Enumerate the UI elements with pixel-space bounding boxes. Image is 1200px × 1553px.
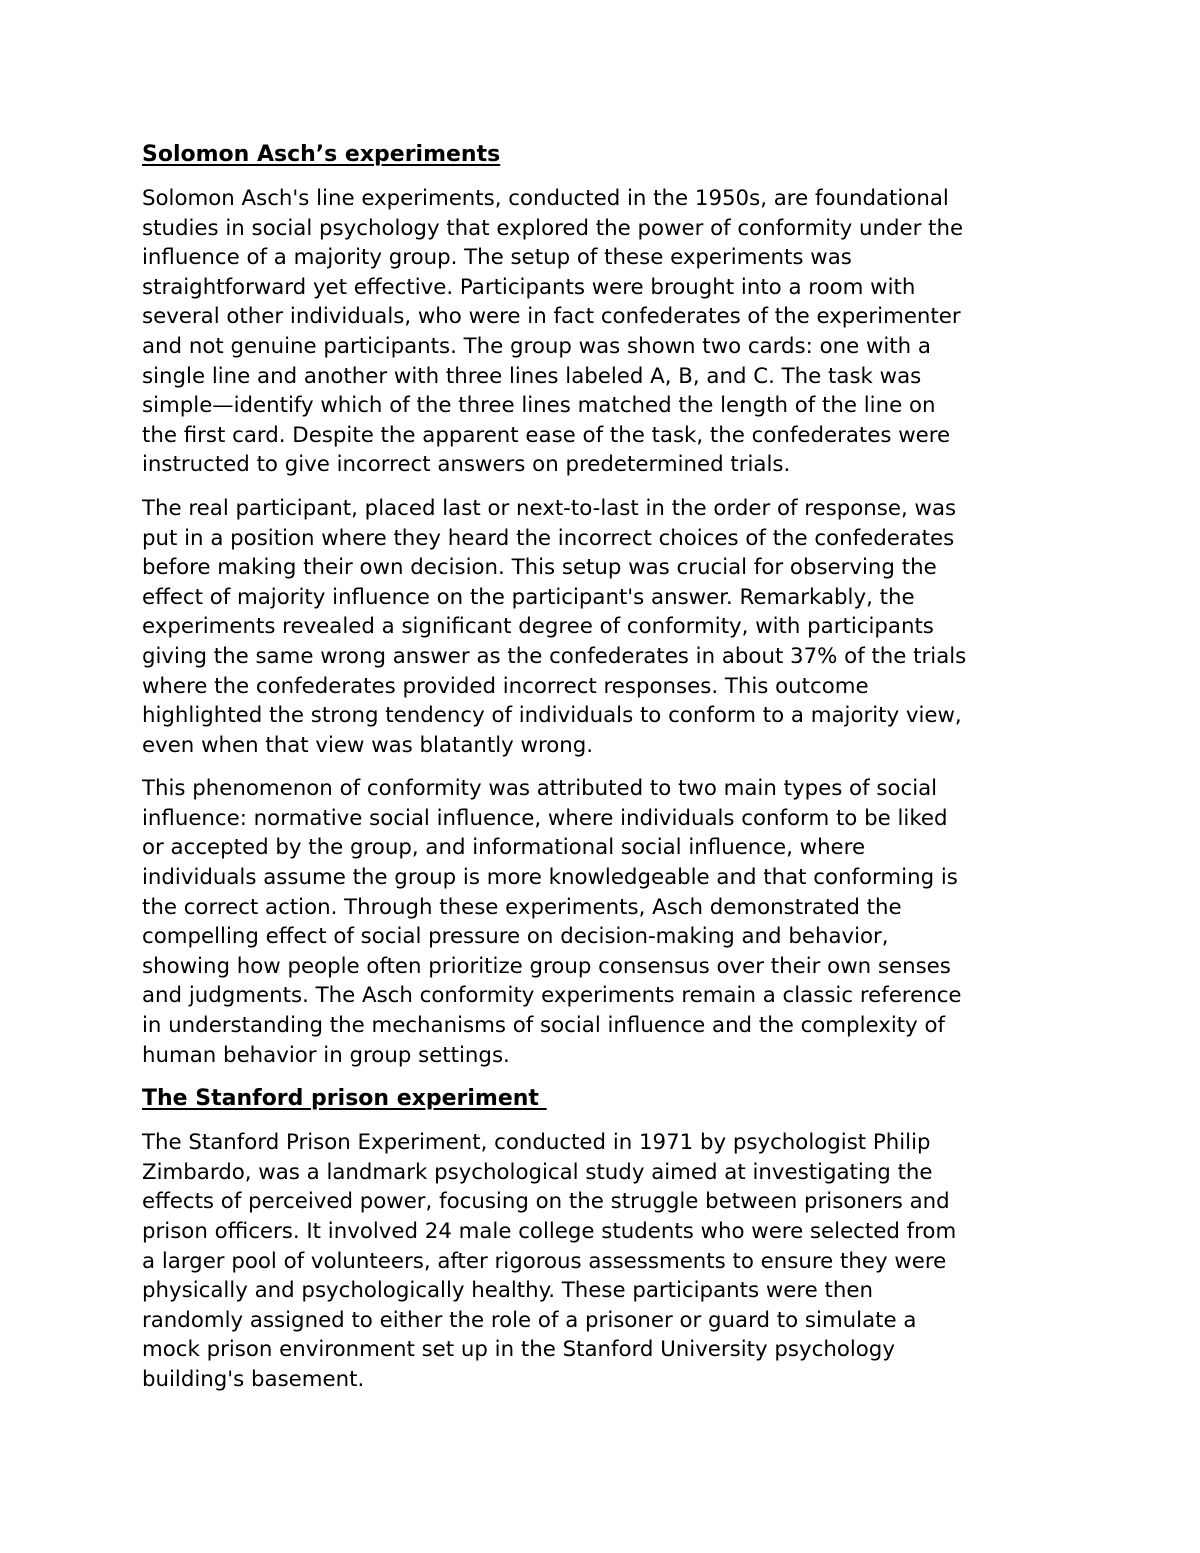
text-line: several other individuals, who were in fact confederates of the experimenter — [142, 304, 961, 330]
text-line: even when that view was blatantly wrong. — [142, 732, 594, 758]
text-line: influence: normative social influence, where individuals conform to be liked — [142, 805, 948, 831]
text-line: human behavior in group settings. — [142, 1042, 510, 1068]
text-line: building's basement. — [142, 1366, 365, 1392]
text-line: where the confederates provided incorrect responses. This outcome — [142, 673, 869, 699]
text-line: The real participant, placed last or next-to-last in the order of response, was — [142, 495, 957, 521]
text-line: straightforward yet effective. Participants were brought into a room with — [142, 274, 916, 300]
text-line: experiments revealed a significant degree of conformity, with participants — [142, 614, 934, 640]
text-line: before making their own decision. This setup was crucial for observing the — [142, 555, 937, 581]
text-line: studies in social psychology that explored the power of conformity under the — [142, 215, 964, 241]
text-line: effects of perceived power, focusing on the struggle between prisoners and — [142, 1189, 950, 1215]
text-line: randomly assigned to either the role of a prisoner or guard to simulate a — [142, 1307, 917, 1333]
text-line: showing how people often prioritize group consensus over their own senses — [142, 953, 951, 979]
text-line: compelling effect of social pressure on decision-making and behavior, — [142, 924, 889, 950]
text-line: the correct action. Through these experiments, Asch demonstrated the — [142, 894, 902, 920]
text-line: in understanding the mechanisms of social influence and the complexity of — [142, 1013, 945, 1039]
text-line: This phenomenon of conformity was attributed to two main types of social — [142, 776, 938, 802]
text-line: the first card. Despite the apparent ease of the task, the confederates were — [142, 422, 951, 448]
section-heading-asch: Solomon Asch’s experiments — [142, 142, 501, 167]
text-line: influence of a majority group. The setup of these experiments was — [142, 245, 852, 271]
text-line: giving the same wrong answer as the confederates in about 37% of the trials — [142, 643, 967, 669]
paragraph-asch-3 — [142, 774, 1062, 1070]
text-line: mock prison environment set up in the Stanford University psychology — [142, 1337, 895, 1363]
text-line: individuals assume the group is more knowledgeable and that conforming is — [142, 865, 958, 891]
text-line: The Stanford Prison Experiment, conducted in 1971 by psychologist Philip — [142, 1130, 931, 1156]
text-line: highlighted the strong tendency of individuals to conform to a majority view, — [142, 703, 962, 729]
paragraph-asch-2 — [142, 494, 1062, 760]
text-line: physically and psychologically healthy. These participants were then — [142, 1278, 873, 1304]
text-line: prison officers. It involved 24 male college students who were selected from — [142, 1219, 957, 1244]
paragraph-stanford-1 — [142, 1128, 1062, 1394]
text-line: a larger pool of volunteers, after rigorous assessments to ensure they were — [142, 1248, 947, 1274]
text-line: Zimbardo, was a landmark psychological study aimed at investigating the — [142, 1159, 933, 1185]
document-page — [142, 140, 1062, 1409]
paragraph-asch-1 — [142, 184, 1062, 480]
text-line: put in a position where they heard the incorrect choices of the confederates — [142, 525, 955, 551]
text-line: effect of majority influence on the participant's answer. Remarkably, the — [142, 584, 915, 610]
text-line: simple—identify which of the three lines matched the length of the line on — [142, 393, 936, 419]
text-line: instructed to give incorrect answers on predetermined trials. — [142, 452, 791, 478]
text-line: or accepted by the group, and informational social influence, where — [142, 835, 866, 861]
text-line: Solomon Asch's line experiments, conducted in the 1950s, are foundational — [142, 186, 949, 211]
text-line: and judgments. The Asch conformity experiments remain a classic reference — [142, 983, 962, 1009]
section-heading-stanford: The Stanford prison experiment — [142, 1086, 547, 1112]
text-line: and not genuine participants. The group was shown two cards: one with a — [142, 333, 931, 359]
text-line: single line and another with three lines labeled A, B, and C. The task was — [142, 363, 922, 389]
